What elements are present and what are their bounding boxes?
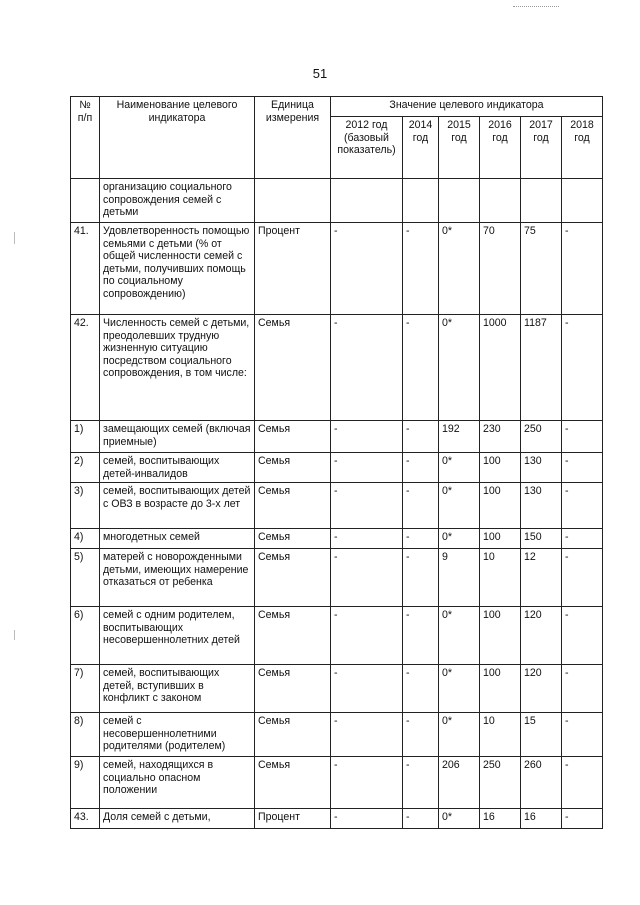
indicator-value: 16	[480, 809, 521, 829]
indicator-unit: Семья	[255, 549, 331, 607]
indicator-value: -	[403, 757, 439, 809]
scan-artifact-line	[513, 6, 559, 7]
indicator-value: 230	[480, 421, 521, 453]
table-row	[71, 607, 603, 665]
indicator-value: -	[403, 665, 439, 713]
indicator-value: -	[331, 665, 403, 713]
row-number: 43.	[71, 809, 100, 829]
indicator-value: 100	[480, 607, 521, 665]
indicator-value: 0*	[439, 223, 480, 315]
indicator-value: -	[331, 549, 403, 607]
indicator-unit: Семья	[255, 607, 331, 665]
table-row	[71, 665, 603, 713]
indicator-value: -	[403, 713, 439, 757]
indicator-name: семей, находящихся в социально опасном положении	[100, 757, 255, 809]
table-row	[71, 179, 603, 223]
indicator-value: 10	[480, 549, 521, 607]
indicator-value: -	[562, 529, 603, 549]
indicator-value: 250	[480, 757, 521, 809]
indicator-value: -	[403, 453, 439, 483]
header-year: 2016 год	[480, 117, 521, 179]
row-number: 9)	[71, 757, 100, 809]
indicator-value: 100	[480, 453, 521, 483]
indicator-unit: Семья	[255, 483, 331, 529]
indicator-value	[521, 179, 562, 223]
indicator-value: -	[562, 713, 603, 757]
header-year: 2018 год	[562, 117, 603, 179]
row-number: 1)	[71, 421, 100, 453]
margin-mark	[14, 232, 15, 244]
row-number	[71, 179, 100, 223]
indicator-name: замещающих семей (включая приемные)	[100, 421, 255, 453]
indicator-value: 0*	[439, 713, 480, 757]
header-num: № п/п	[71, 97, 100, 179]
indicator-value: -	[331, 757, 403, 809]
row-number: 6)	[71, 607, 100, 665]
table-body	[71, 179, 603, 829]
indicator-value: 1187	[521, 315, 562, 421]
indicator-value: -	[331, 607, 403, 665]
table-row	[71, 549, 603, 607]
indicator-value: -	[562, 483, 603, 529]
table-row	[71, 757, 603, 809]
indicator-value: 75	[521, 223, 562, 315]
indicator-value: -	[562, 223, 603, 315]
indicator-value: -	[562, 757, 603, 809]
indicator-value: -	[331, 809, 403, 829]
indicator-value: -	[562, 665, 603, 713]
indicator-value: 0*	[439, 665, 480, 713]
table-row	[71, 713, 603, 757]
table-row	[71, 453, 603, 483]
indicator-value: 0*	[439, 529, 480, 549]
indicator-value: 70	[480, 223, 521, 315]
indicator-value: 0*	[439, 483, 480, 529]
indicator-unit: Семья	[255, 665, 331, 713]
indicator-unit: Семья	[255, 421, 331, 453]
indicator-value: 0*	[439, 315, 480, 421]
indicator-value: -	[403, 607, 439, 665]
header-values-group: Значение целевого индикатора	[331, 97, 603, 117]
row-number: 41.	[71, 223, 100, 315]
indicator-value: 206	[439, 757, 480, 809]
indicator-name: Численность семей с детьми, преодолевших трудную жизненную ситуацию посредством социального сопровождения, в том числе:	[100, 315, 255, 421]
indicator-unit: Семья	[255, 315, 331, 421]
indicator-name: многодетных семей	[100, 529, 255, 549]
header-year: 2017 год	[521, 117, 562, 179]
indicator-name: Удовлетворенность помощью семьями с детьми (% от общей численности семей с детьми, получивших помощь по социальному сопровождению)	[100, 223, 255, 315]
header-year: 2012 год (базовый показатель)	[331, 117, 403, 179]
indicator-value: -	[403, 529, 439, 549]
indicator-value: -	[403, 809, 439, 829]
indicator-name: организацию социального сопровождения семей с детьми	[100, 179, 255, 223]
indicator-unit: Семья	[255, 757, 331, 809]
table-header	[71, 97, 603, 179]
indicator-value	[331, 179, 403, 223]
indicator-name: семей, воспитывающих детей-инвалидов	[100, 453, 255, 483]
indicator-value: -	[403, 421, 439, 453]
row-number: 2)	[71, 453, 100, 483]
indicator-value: 16	[521, 809, 562, 829]
indicator-value: -	[403, 483, 439, 529]
indicator-value: -	[331, 713, 403, 757]
table-row	[71, 223, 603, 315]
indicator-value: 130	[521, 453, 562, 483]
indicator-value: -	[562, 607, 603, 665]
indicator-value: -	[331, 453, 403, 483]
indicator-value: 130	[521, 483, 562, 529]
indicator-value: -	[331, 421, 403, 453]
row-number: 7)	[71, 665, 100, 713]
indicator-unit: Процент	[255, 809, 331, 829]
indicator-value	[439, 179, 480, 223]
indicator-value: -	[562, 809, 603, 829]
indicator-value: -	[562, 549, 603, 607]
indicator-name: семей, воспитывающих детей, вступивших в конфликт с законом	[100, 665, 255, 713]
row-number: 3)	[71, 483, 100, 529]
row-number: 5)	[71, 549, 100, 607]
indicator-value: 9	[439, 549, 480, 607]
indicator-value: 150	[521, 529, 562, 549]
table-row	[71, 529, 603, 549]
indicator-name: матерей с новорожденными детьми, имеющих намерение отказаться от ребенка	[100, 549, 255, 607]
indicator-value: 192	[439, 421, 480, 453]
indicator-unit: Процент	[255, 223, 331, 315]
indicator-name: семей с несовершеннолетними родителями (родителем)	[100, 713, 255, 757]
indicator-value: -	[331, 223, 403, 315]
table-row	[71, 421, 603, 453]
margin-mark	[14, 630, 15, 640]
indicator-value: 12	[521, 549, 562, 607]
header-name: Наименование целевого индикатора	[100, 97, 255, 179]
indicator-value: -	[331, 529, 403, 549]
indicator-value: -	[403, 315, 439, 421]
indicator-value: -	[562, 421, 603, 453]
header-year: 2014 год	[403, 117, 439, 179]
indicator-value: 0*	[439, 453, 480, 483]
indicator-value: 120	[521, 665, 562, 713]
indicator-value: 15	[521, 713, 562, 757]
indicator-name: семей, воспитывающих детей с ОВЗ в возрасте до 3-х лет	[100, 483, 255, 529]
indicator-unit	[255, 179, 331, 223]
indicator-value: 250	[521, 421, 562, 453]
indicator-value: 0*	[439, 809, 480, 829]
indicator-value: 10	[480, 713, 521, 757]
row-number: 4)	[71, 529, 100, 549]
table-row	[71, 809, 603, 829]
indicator-value: 0*	[439, 607, 480, 665]
indicator-value: -	[403, 549, 439, 607]
page-number: 51	[312, 66, 328, 81]
indicator-value: -	[562, 315, 603, 421]
indicator-unit: Семья	[255, 529, 331, 549]
indicator-value: 100	[480, 483, 521, 529]
header-unit: Единица измерения	[255, 97, 331, 179]
indicator-unit: Семья	[255, 713, 331, 757]
indicator-value: 1000	[480, 315, 521, 421]
indicator-value: 100	[480, 529, 521, 549]
indicator-unit: Семья	[255, 453, 331, 483]
table-row	[71, 483, 603, 529]
row-number: 8)	[71, 713, 100, 757]
indicator-value: 120	[521, 607, 562, 665]
indicator-value: -	[562, 453, 603, 483]
header-year: 2015 год	[439, 117, 480, 179]
indicator-table	[70, 96, 603, 829]
indicator-value: -	[331, 483, 403, 529]
indicator-value: -	[403, 223, 439, 315]
indicator-value	[562, 179, 603, 223]
indicator-value: -	[331, 315, 403, 421]
indicator-value: 260	[521, 757, 562, 809]
table-row	[71, 315, 603, 421]
row-number: 42.	[71, 315, 100, 421]
indicator-value	[403, 179, 439, 223]
indicator-value: 100	[480, 665, 521, 713]
indicator-name: семей с одним родителем, воспитывающих несовершеннолетних детей	[100, 607, 255, 665]
indicator-value	[480, 179, 521, 223]
indicator-name: Доля семей с детьми,	[100, 809, 255, 829]
